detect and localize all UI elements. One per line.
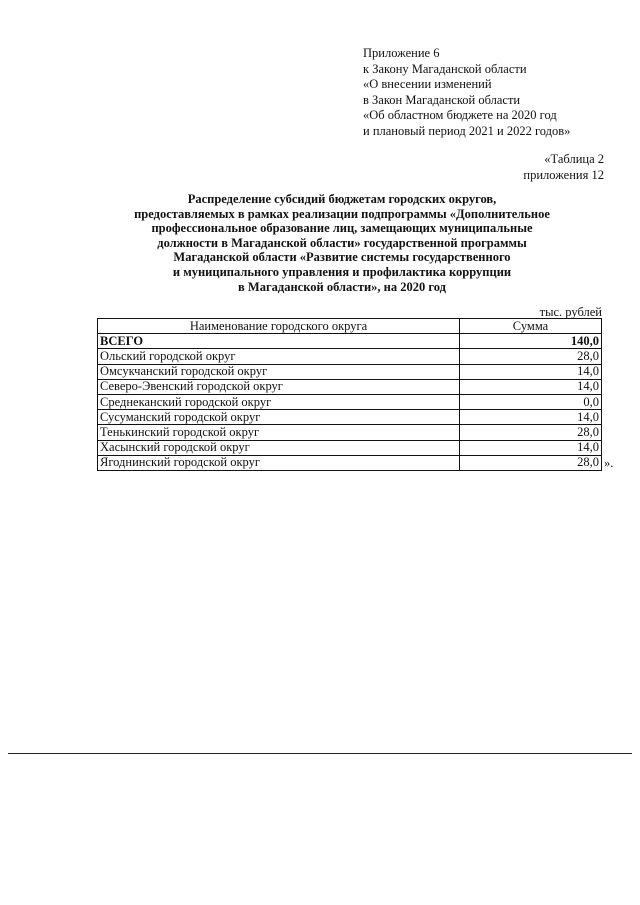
table-row	[98, 455, 602, 470]
appendix-heading	[363, 46, 633, 140]
closing-quote-mark: ».	[604, 456, 614, 470]
district-amount: 28,0	[460, 425, 602, 440]
table-row-total	[98, 334, 602, 349]
district-name: Омсукчанский городской округ	[98, 364, 460, 379]
title-line: и муниципального управления и профилактика коррупции	[172, 264, 512, 279]
district-amount: 28,0	[460, 455, 602, 470]
title-line: должности в Магаданской области» государственной программы	[157, 235, 527, 250]
unit-label: тыс. рублей	[539, 305, 602, 319]
district-name: Среднеканский городской округ	[98, 394, 460, 409]
header-district-name: Наименование городского округа	[98, 319, 460, 334]
district-name: Тенькинский городской округ	[98, 425, 460, 440]
appendix-line: в Закон Магаданской области	[363, 92, 521, 107]
title-line: профессиональное образование лиц, замещающих муниципальные	[151, 221, 533, 236]
table-row	[98, 440, 602, 455]
title-line: в Магаданской области», на 2020 год	[238, 279, 446, 294]
appendix-line: и плановый период 2021 и 2022 годов»	[363, 123, 571, 138]
table-row	[98, 349, 602, 364]
district-amount: 0,0	[460, 394, 602, 409]
table-reference	[523, 152, 604, 183]
district-name: Северо-Эвенский городской округ	[98, 379, 460, 394]
table-row	[98, 394, 602, 409]
district-name: Ягоднинский городской округ	[98, 455, 460, 470]
appendix-line: «Об областном бюджете на 2020 год	[363, 108, 557, 123]
district-amount: 14,0	[460, 440, 602, 455]
title-line: Магаданской области «Развитие системы государственного	[173, 250, 511, 265]
document-title	[92, 192, 592, 294]
header-amount: Сумма	[460, 319, 602, 334]
total-label: ВСЕГО	[98, 334, 460, 349]
table-row	[98, 364, 602, 379]
district-amount: 14,0	[460, 410, 602, 425]
table-row	[98, 425, 602, 440]
table-row	[98, 410, 602, 425]
appendix-line: «О внесении изменений	[363, 77, 492, 92]
total-value: 140,0	[460, 334, 602, 349]
district-name: Сусуманский городской округ	[98, 410, 460, 425]
title-line: Распределение субсидий бюджетам городских округов,	[187, 192, 497, 206]
title-line: предоставляемых в рамках реализации подпрограммы «Дополнительное	[134, 206, 550, 221]
district-name: Хасынский городской округ	[98, 440, 460, 455]
appendix-line: Приложение 6	[363, 46, 440, 60]
subsidy-table	[97, 318, 602, 471]
district-amount: 14,0	[460, 364, 602, 379]
district-amount: 14,0	[460, 379, 602, 394]
table-reference-line: «Таблица 2	[544, 152, 604, 166]
table-reference-line: приложения 12	[523, 167, 604, 182]
table-header-row	[98, 319, 602, 334]
appendix-line: к Закону Магаданской области	[363, 61, 527, 76]
district-amount: 28,0	[460, 349, 602, 364]
table-row	[98, 379, 602, 394]
district-name: Ольский городской округ	[98, 349, 460, 364]
page-bottom-rule	[8, 753, 632, 754]
